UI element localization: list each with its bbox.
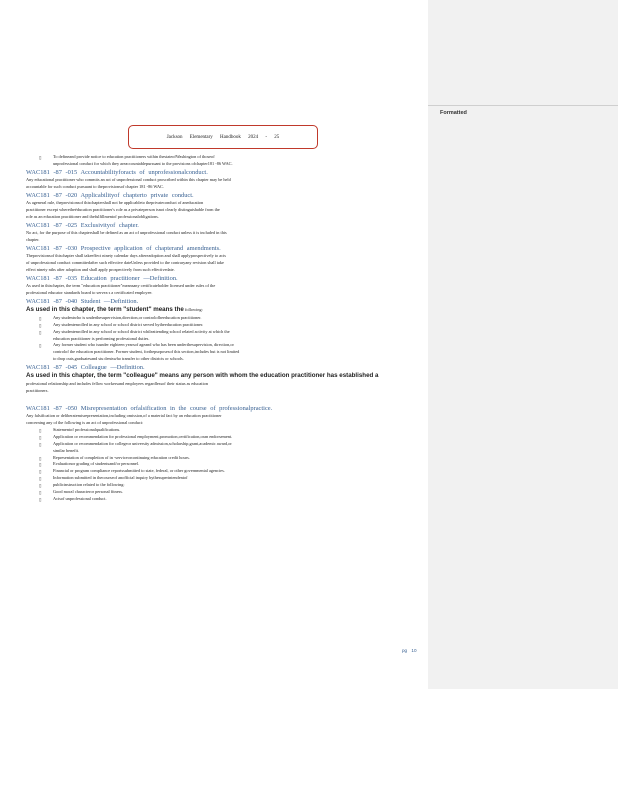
body-line: practitioner except wheretheéducation practitioner's role as a privateperson isnot clearly distinguishable from the — [26, 206, 220, 212]
list-item: ▯ Actsof unprofessional conduct. — [26, 496, 422, 503]
list-item: ▯ Any former student who isunder eighteen yearsof ageand who has been underthesupervision, direction,or — [26, 342, 422, 349]
list-item: ▯ Application or recommendation for collegeor university admission,scholarship,grant,academic award,or — [26, 441, 422, 448]
section-heading: WAC181 -87 -045 Colleague —Definition. — [26, 364, 145, 372]
list-item-continued: to drop outs,graduatesand stu dentswho transfer to other districts or schools. — [53, 356, 184, 362]
body-line: accountable for such conduct pursuant to theprovisionsof chapter 181 -86 WAC. — [26, 183, 164, 189]
list-item: ▯ Representation of completion of in -serviceorcontinuing education credit hours. — [26, 455, 422, 462]
body-line: As ageneral rule, theprovisionsof thischaptershall not be applicableto theprivateconduct of aneducation — [26, 200, 204, 206]
list-item: ▯ Information submitted in thecourseof anofficial inquiry bythesuperintendentof — [26, 475, 422, 482]
body-line: effect ninety nths after adoption and shall apply prospectively from such effectivedate. — [26, 266, 175, 272]
page-header: Jackson Elementary Handbook 2024 - 25 — [128, 125, 318, 149]
body-line: Theprovisionsof thischapter shall takeeffect ninety calendar days aftereadoption and shall applyprospectively to acts — [26, 253, 226, 258]
section-heading: WAC181 -87 -030 Prospective application of chapterand amendments. — [26, 244, 221, 252]
section-heading: WAC181 -87 -015 Accountabilityforacts of unprofessionalconduct. — [26, 168, 208, 176]
section-heading: WAC181 -87 -025 Exclusivityof chapter. — [26, 221, 139, 229]
body-line: chapter. — [26, 236, 40, 242]
section-heading: WAC181 -87 -040 Student —Definition. — [26, 297, 139, 305]
list-item-continued: controlof the education practitioner. Former student, forthepurposesof this section,includes but is not limited — [53, 349, 240, 355]
intro-line: unprofessional conduct for which they areaccountablepursuant to the provisions ofchapter181 -86 WAC. — [53, 160, 233, 166]
spacer — [26, 395, 422, 404]
body-line: practitioners. — [26, 388, 49, 394]
list-item: ▯ Financial or program compliance reportssubmitted to state, federal, or other governmental agencies. — [26, 468, 422, 475]
body-line: professional relationship and includes fellow workersand employees regardlessof their status as education — [26, 381, 208, 387]
section-heading: WAC181 -87 -020 Applicabilityof chapterto private conduct. — [26, 191, 194, 199]
list-item: ▯ Statementof professionalqualifications. — [26, 427, 422, 434]
definition-lead — [26, 306, 422, 315]
list-item: ▯ Any studentenrolled in any school or school district whileattending school related activity at which the — [26, 329, 422, 336]
document-body — [26, 154, 422, 503]
list-item: ▯ Good moral characteror personal fitness. — [26, 489, 422, 496]
definition-lead: As used in this chapter, the term "colleague" means any person with whom the education practitioner has established a — [26, 372, 379, 380]
lead-text: As used in this chapter, the term "student" means the — [26, 305, 184, 313]
section-heading: WAC181 -87 -050 Misrepresentation orfalsification in the course of professionalpractice. — [26, 405, 273, 413]
intro-line: ▯ To defineand provide notice to education practitioners within thestateofWashington of thoseof — [26, 154, 422, 161]
body-line: of unprofessional conduct committedafter such effective dateUnless provided to the contraryany revision shall take — [26, 259, 224, 265]
list-item-continued: education practitioner is performing professional duties. — [53, 335, 150, 341]
list-item: ▯ publicinstruction related to the following: — [26, 482, 422, 489]
section-heading: WAC181 -87 -035 Education practitioner —Definition. — [26, 274, 178, 282]
body-line: professional educator standards board to servea s a certificated employee. — [26, 289, 153, 295]
comment-divider — [428, 105, 618, 106]
list-item: ▯ Any studentenrolled in any school or school district served bytheeducation practitioner. — [26, 322, 422, 329]
list-item-continued: similar benefit. — [53, 447, 80, 453]
comment-pane[interactable] — [428, 0, 618, 689]
body-line: Any educational practitioner who commits an act of unprofessional conduct proscribed within this chapter may be held — [26, 177, 231, 183]
list-item: ▯ Application or recommendation for professional employment,promotion,certification,oran endorsement. — [26, 434, 422, 441]
body-line: As used in thischapter, the term "education practitioner"meansany certificateholder licensed under rules of the — [26, 282, 216, 288]
body-line: No act, for the purpose of this chaptershall be defined as an act of unprofessional conduct unless it is included in this — [26, 229, 227, 235]
body-line: concerning any of the following is an act of unprofessional conduct: — [26, 420, 144, 426]
lead-tail: following: — [184, 306, 203, 312]
body-line: Any falsification or deliberatemisrepresentation,including omission,of a material fact by an education practitioner — [26, 413, 222, 419]
comment-label: Formatted — [440, 110, 467, 116]
body-line: role as an education practitioner and thefulfillmentof professionalobligations. — [26, 213, 159, 219]
list-item: ▯ Evaluationor grading of studentsand/or personnel. — [26, 461, 422, 468]
page-number: pg 10 — [402, 648, 417, 653]
list-item: ▯ Any studentwho is underthesupervision,direction,or controlofheeducation practitioner. — [26, 315, 422, 322]
